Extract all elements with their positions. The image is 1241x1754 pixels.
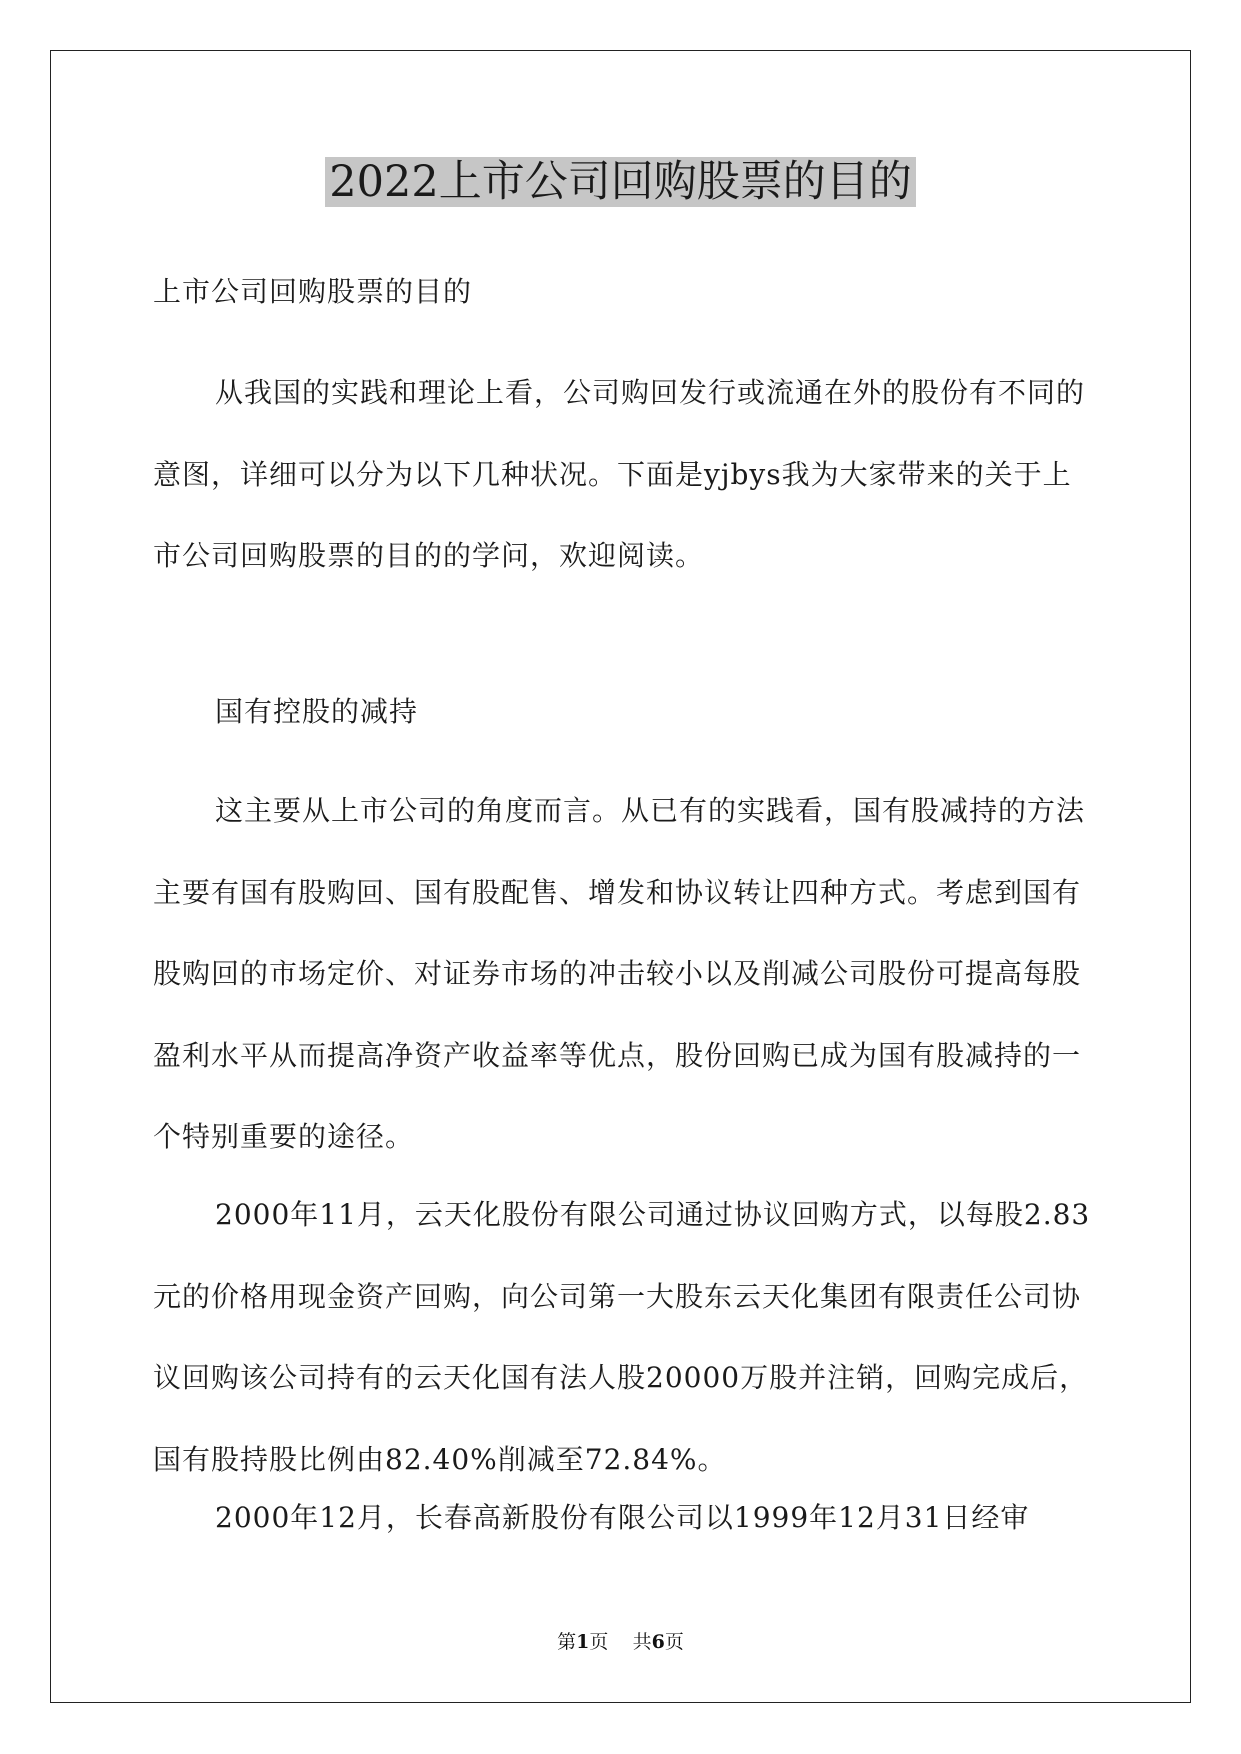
document-subtitle: 上市公司回购股票的目的 xyxy=(153,275,473,308)
document-title xyxy=(0,152,1241,212)
total-page-count: 6 xyxy=(651,1631,665,1653)
document-title-text: 2022上市公司回购股票的目的 xyxy=(325,157,915,207)
page-total-label: 共6页 xyxy=(632,1631,684,1653)
body-paragraph: 2000年12月，长春高新股份有限公司以1999年12月31日经审 xyxy=(215,1501,1030,1534)
body-paragraph: 2000年11月，云天化股份有限公司通过协议回购方式，以每股2.83元的价格用现金资产回购，向公司第一大股东云天化集团有限责任公司协议回购该公司持有的云天化国有法人股20000万股并注销，回购完成后，国有股持股比例由82.40%削减至72.84%。 xyxy=(153,1198,1091,1476)
page-footer xyxy=(0,1630,1241,1654)
intro-paragraph: 从我国的实践和理论上看，公司购回发行或流通在外的股份有不同的意图，详细可以分为以下几种状况。下面是yjbys我为大家带来的关于上市公司回购股票的目的的学问，欢迎阅读。 xyxy=(153,376,1086,572)
current-page-number: 1 xyxy=(576,1631,590,1653)
page-number-label: 第1页 xyxy=(557,1631,609,1653)
section-heading: 国有控股的减持 xyxy=(215,695,419,728)
body-paragraph: 这主要从上市公司的角度而言。从已有的实践看，国有股减持的方法主要有国有股购回、国有股配售、增发和协议转让四种方式。考虑到国有股购回的市场定价、对证券市场的冲击较小以及削减公司股份可提高每股盈利水平从而提高净资产收益率等优点，股份回购已成为国有股减持的一个特别重要的途径。 xyxy=(153,794,1086,1153)
